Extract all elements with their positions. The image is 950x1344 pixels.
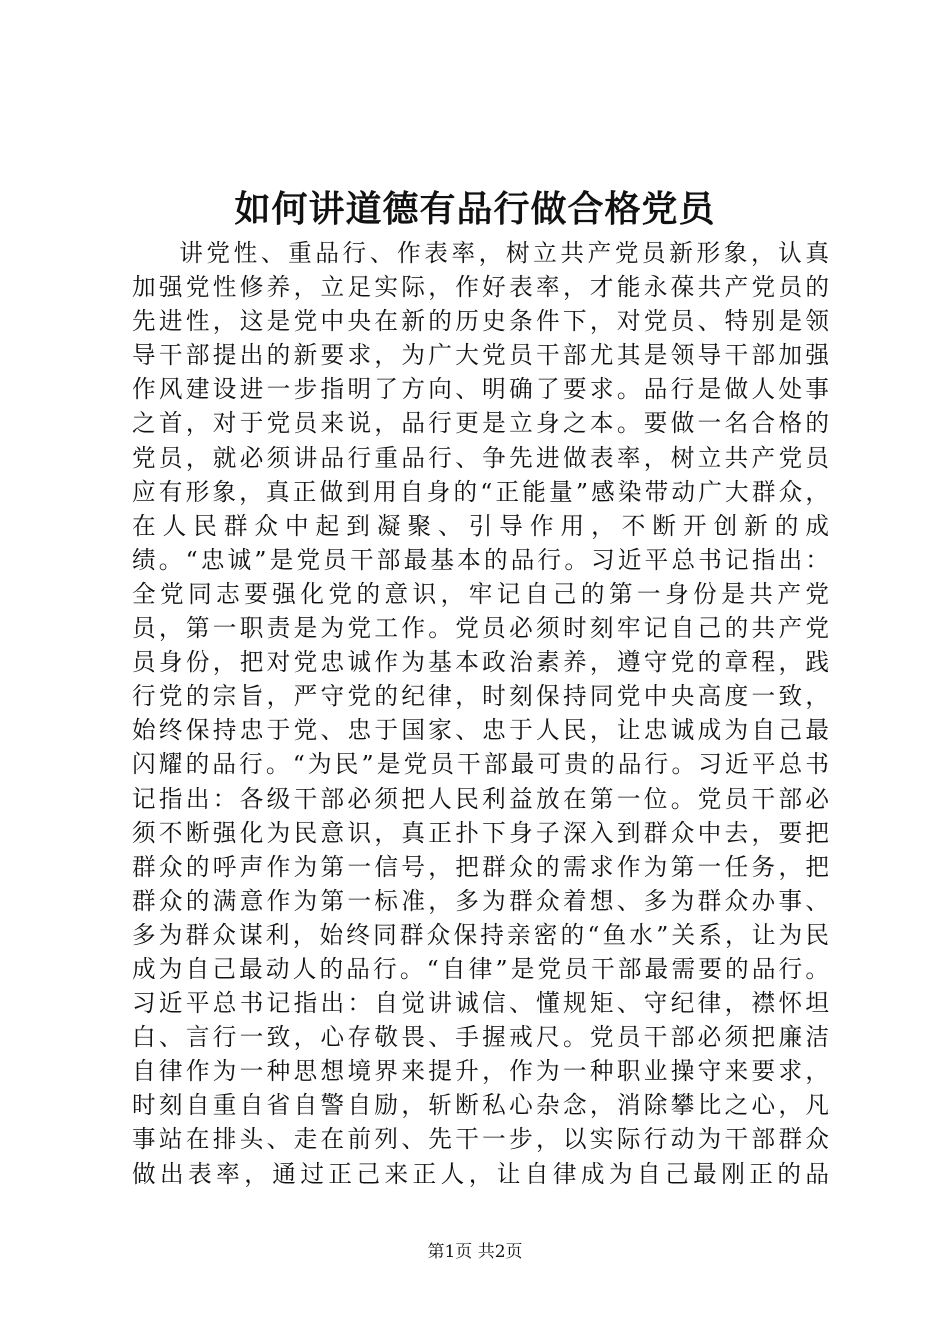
document-title: 如何讲道德有品行做合格党员 [234, 188, 716, 230]
document-body: 讲党性、重品行、作表率，树立共产党员新形象，认真加强党性修养，立足实际，作好表率，才能永葆共产党员的先进性，这是党中央在新的历史条件下，对党员、特别是领导干部提出的新要求，为广大党员干部尤其是领导干部加强作风建设进一步指明了方向、明确了要求。品行是做人处事之首，对于党员来说，品行更是立身之本。要做一名合格的党员，就必须讲品行重品行、争先进做表率，树立共产党员应有形象，真正做到用自身的“正能量”感染带动广大群众，在人民群众中起到凝聚、引导作用，不断开创新的成绩。“忠诚”是党员干部最基本的品行。习近平总书记指出：全党同志要强化党的意识，牢记自己的第一身份是共产党员，第一职责是为党工作。党员必须时刻牢记自己的共产党员身份，把对党忠诚作为基本政治素养，遵守党的章程，践行党的宗旨，严守党的纪律，时刻保持同党中央高度一致，始终保持忠于党、忠于国家、忠于人民，让忠诚成为自己最闪耀的品行。“为民”是党员干部最可贵的品行。习近平总书记指出：各级干部必须把人民利益放在第一位。党员干部必须不断强化为民意识，真正扑下身子深入到群众中去，要把群众的呼声作为第一信号，把群众的需求作为第一任务，把群众的满意作为第一标准，多为群众着想、多为群众办事、多为群众谋利，始终同群众保持亲密的“鱼水”关系，让为民成为自己最动人的品行。“自律”是党员干部最需要的品行。习近平总书记指出：自觉讲诚信、懂规矩、守纪律，襟怀坦白、言行一致，心存敬畏、手握戒尺。党员干部必须把廉洁自律作为一种思想境界来提升，作为一种职业操守来要求，时刻自重自省自警自励，斩断私心杂念，消除攀比之心，凡事站在排头、走在前列、先干一步，以实际行动为干部群众做出表率，通过正己来正人，让自律成为自己最刚正的品 [132, 239, 832, 1188]
page-number: 第1页 共2页 [427, 1242, 523, 1262]
